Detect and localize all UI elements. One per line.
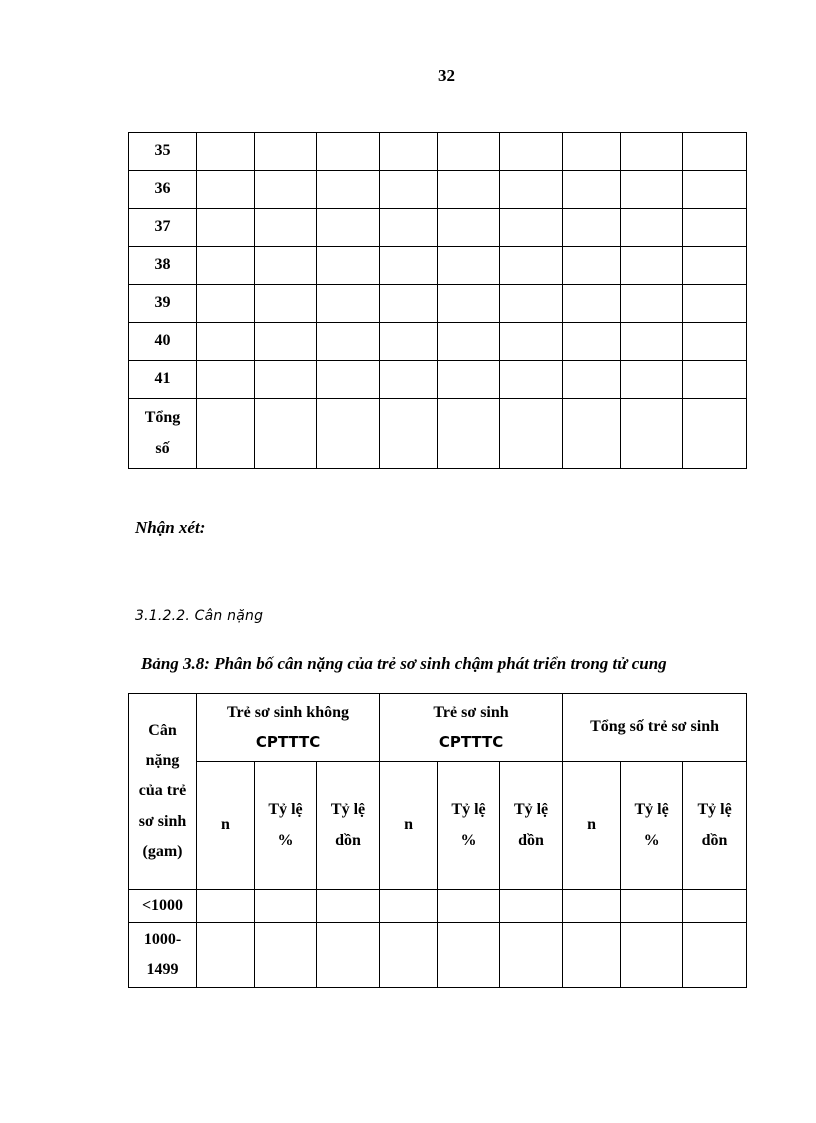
row-label: 38 [129,247,197,285]
header-row-subcolumns [129,762,747,890]
table-row [129,890,747,923]
group-header-iugr [380,694,563,762]
group-subtitle: CPTTTC [255,733,321,752]
subheader-n: n [197,762,255,890]
table-row [129,209,747,247]
row-label: 37 [129,209,197,247]
weight-distribution-table [128,693,747,988]
row-label: 40 [129,323,197,361]
subheader-cumulative: Tỷ lệ dồn [500,762,563,890]
row-header-cell [129,694,197,890]
continued-table [128,132,747,469]
group-header-total [563,694,747,762]
subheader-cumulative: Tỷ lệ dồn [317,762,380,890]
table-row [129,171,747,209]
page-number: 32 [438,66,455,85]
group-title: Trẻ sơ sinh [433,704,509,722]
header-row-groups [129,694,747,762]
row-label-total: Tổng số [129,399,197,469]
subheader-percent: Tỷ lệ % [438,762,500,890]
subheader-n: n [380,762,438,890]
continued-table-body [129,133,747,469]
table-row [129,923,747,988]
subheader-n: n [563,762,621,890]
group-header-non-iugr [197,694,380,762]
table-row [129,133,747,171]
row-label: 36 [129,171,197,209]
group-subtitle: CPTTTC [438,733,504,752]
table-row [129,285,747,323]
table-row [129,247,747,285]
table-row [129,361,747,399]
group-title: Trẻ sơ sinh không [227,704,349,722]
row-label: 1000-1499 [129,923,197,988]
subheader-percent: Tỷ lệ % [255,762,317,890]
row-label: 39 [129,285,197,323]
table-caption: Bảng 3.8: Phân bố cân nặng của trẻ sơ sinh chậm phát triển trong tử cung [141,654,667,673]
subheader-percent: Tỷ lệ % [621,762,683,890]
group-title: Tổng số trẻ sơ sinh [590,718,719,736]
subheader-cumulative: Tỷ lệ dồn [683,762,747,890]
section-heading: 3.1.2.2. Cân nặng [135,608,264,624]
remark-label: Nhận xét: [135,518,206,537]
table-row [129,323,747,361]
row-label: 41 [129,361,197,399]
row-label: <1000 [129,890,197,923]
row-label: 35 [129,133,197,171]
table-row-total [129,399,747,469]
row-header-label: Cân nặng của trẻ sơ sinh (gam) [138,721,187,861]
